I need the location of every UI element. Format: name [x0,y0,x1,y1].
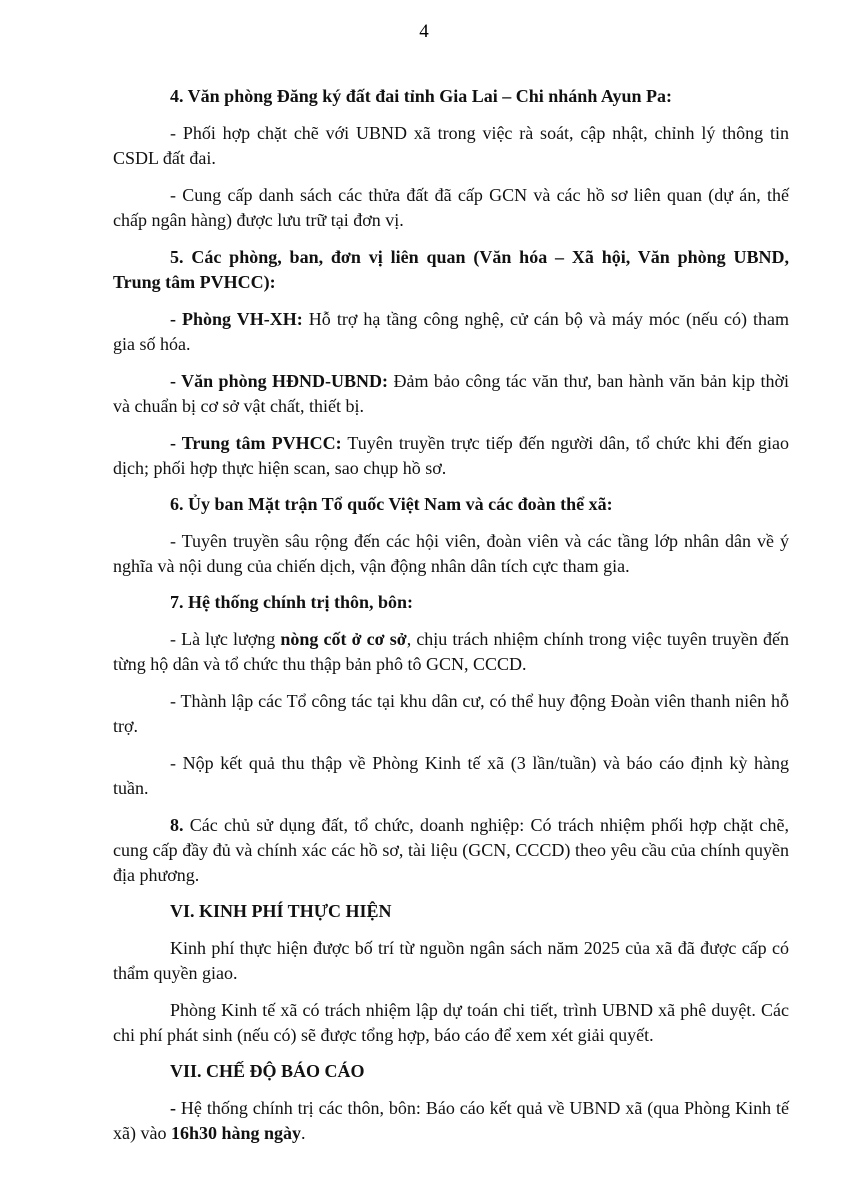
section-8-number: 8. [170,815,184,835]
section-vii-heading: VII. CHẾ ĐỘ BÁO CÁO [170,1061,365,1081]
section-5-para-2 [113,369,789,419]
section-4-heading: 4. Văn phòng Đăng ký đất đai tỉnh Gia Lai – Chi nhánh Ayun Pa: [170,86,673,106]
label-phong-vhxh: - Phòng VH-XH: [170,309,303,329]
emphasis: 16h30 hàng ngày [170,1123,302,1143]
section-4-para-2: - Cung cấp danh sách các thửa đất đã cấp GCN và các hồ sơ liên quan (dự án, thế chấp ngân hàng) được lưu trữ tại đơn vị. [113,185,789,230]
section-6-heading: 6. Ủy ban Mặt trận Tổ quốc Việt Nam và các đoàn thể xã: [170,494,613,514]
section-6-para-1: - Tuyên truyền sâu rộng đến các hội viên, đoàn viên và các tầng lớp nhân dân về ý nghĩa và nội dung của chiến dịch, vận động nhân dân tích cực tham gia. [113,531,789,576]
text: - Là lực lượng [170,629,281,649]
label-van-phong: - Văn phòng HĐND-UBND: [170,371,389,391]
text: Hỗ trợ hạ tầng công nghệ, cử cán bộ và máy móc (nếu có) tham gia số hóa. [113,309,789,354]
document-page [113,0,789,1146]
section-4-para-1: - Phối hợp chặt chẽ với UBND xã trong việc rà soát, cập nhật, chỉnh lý thông tin CSDL đất đai. [113,123,789,168]
section-7-heading: 7. Hệ thống chính trị thôn, bôn: [170,592,414,612]
text: Các chủ sử dụng đất, tổ chức, doanh nghiệp: Có trách nhiệm phối hợp chặt chẽ, cung cấp đầy đủ và chính xác các hồ sơ, tài liệu (GCN, CCCD) theo yêu cầu của chính quyền địa phương. [113,815,789,885]
emphasis: nòng cốt ở cơ sở [280,629,407,649]
text: Hệ thống chính trị các thôn, bôn: Báo cáo kết quả về UBND xã (qua Phòng Kinh tế xã) vào [113,1098,789,1143]
text: . [301,1123,306,1143]
dash: - [170,1098,176,1118]
section-5-para-3 [113,431,789,481]
section-vi-para-1: Kinh phí thực hiện được bố trí từ nguồn ngân sách năm 2025 của xã đã được cấp có thẩm quyền giao. [113,938,789,983]
section-vi-heading: VI. KINH PHÍ THỰC HIỆN [170,901,392,921]
section-7-para-1 [113,627,789,677]
section-7-para-3: - Nộp kết quả thu thập về Phòng Kinh tế xã (3 lần/tuần) và báo cáo định kỳ hàng tuần. [113,753,789,798]
text: , chịu trách nhiệm chính trong việc tuyên truyền đến từng hộ dân và tổ chức thu thập bản phô tô GCN, CCCD. [113,629,790,674]
text: Đảm bảo công tác văn thư, ban hành văn bản kịp thời và chuẩn bị cơ sở vật chất, thiết bị. [113,371,790,416]
section-vi-para-2: Phòng Kinh tế xã có trách nhiệm lập dự toán chi tiết, trình UBND xã phê duyệt. Các chi phí phát sinh (nếu có) sẽ được tổng hợp, báo cáo để xem xét giải quyết. [113,1000,789,1045]
label-trung-tam: - Trung tâm PVHCC: [170,433,342,453]
section-vii-para-1 [113,1096,789,1146]
page-number: 4 [419,21,429,42]
section-8-para [113,813,789,888]
section-5-para-1 [113,307,789,357]
text: Tuyên truyền trực tiếp đến người dân, tổ chức khi đến giao dịch; phối hợp thực hiện scan, sao chụp hồ sơ. [113,433,789,478]
section-7-para-2: - Thành lập các Tổ công tác tại khu dân cư, có thể huy động Đoàn viên thanh niên hỗ trợ. [113,691,789,736]
section-5-heading: 5. Các phòng, ban, đơn vị liên quan (Văn hóa – Xã hội, Văn phòng UBND, Trung tâm PVHCC): [113,247,789,292]
